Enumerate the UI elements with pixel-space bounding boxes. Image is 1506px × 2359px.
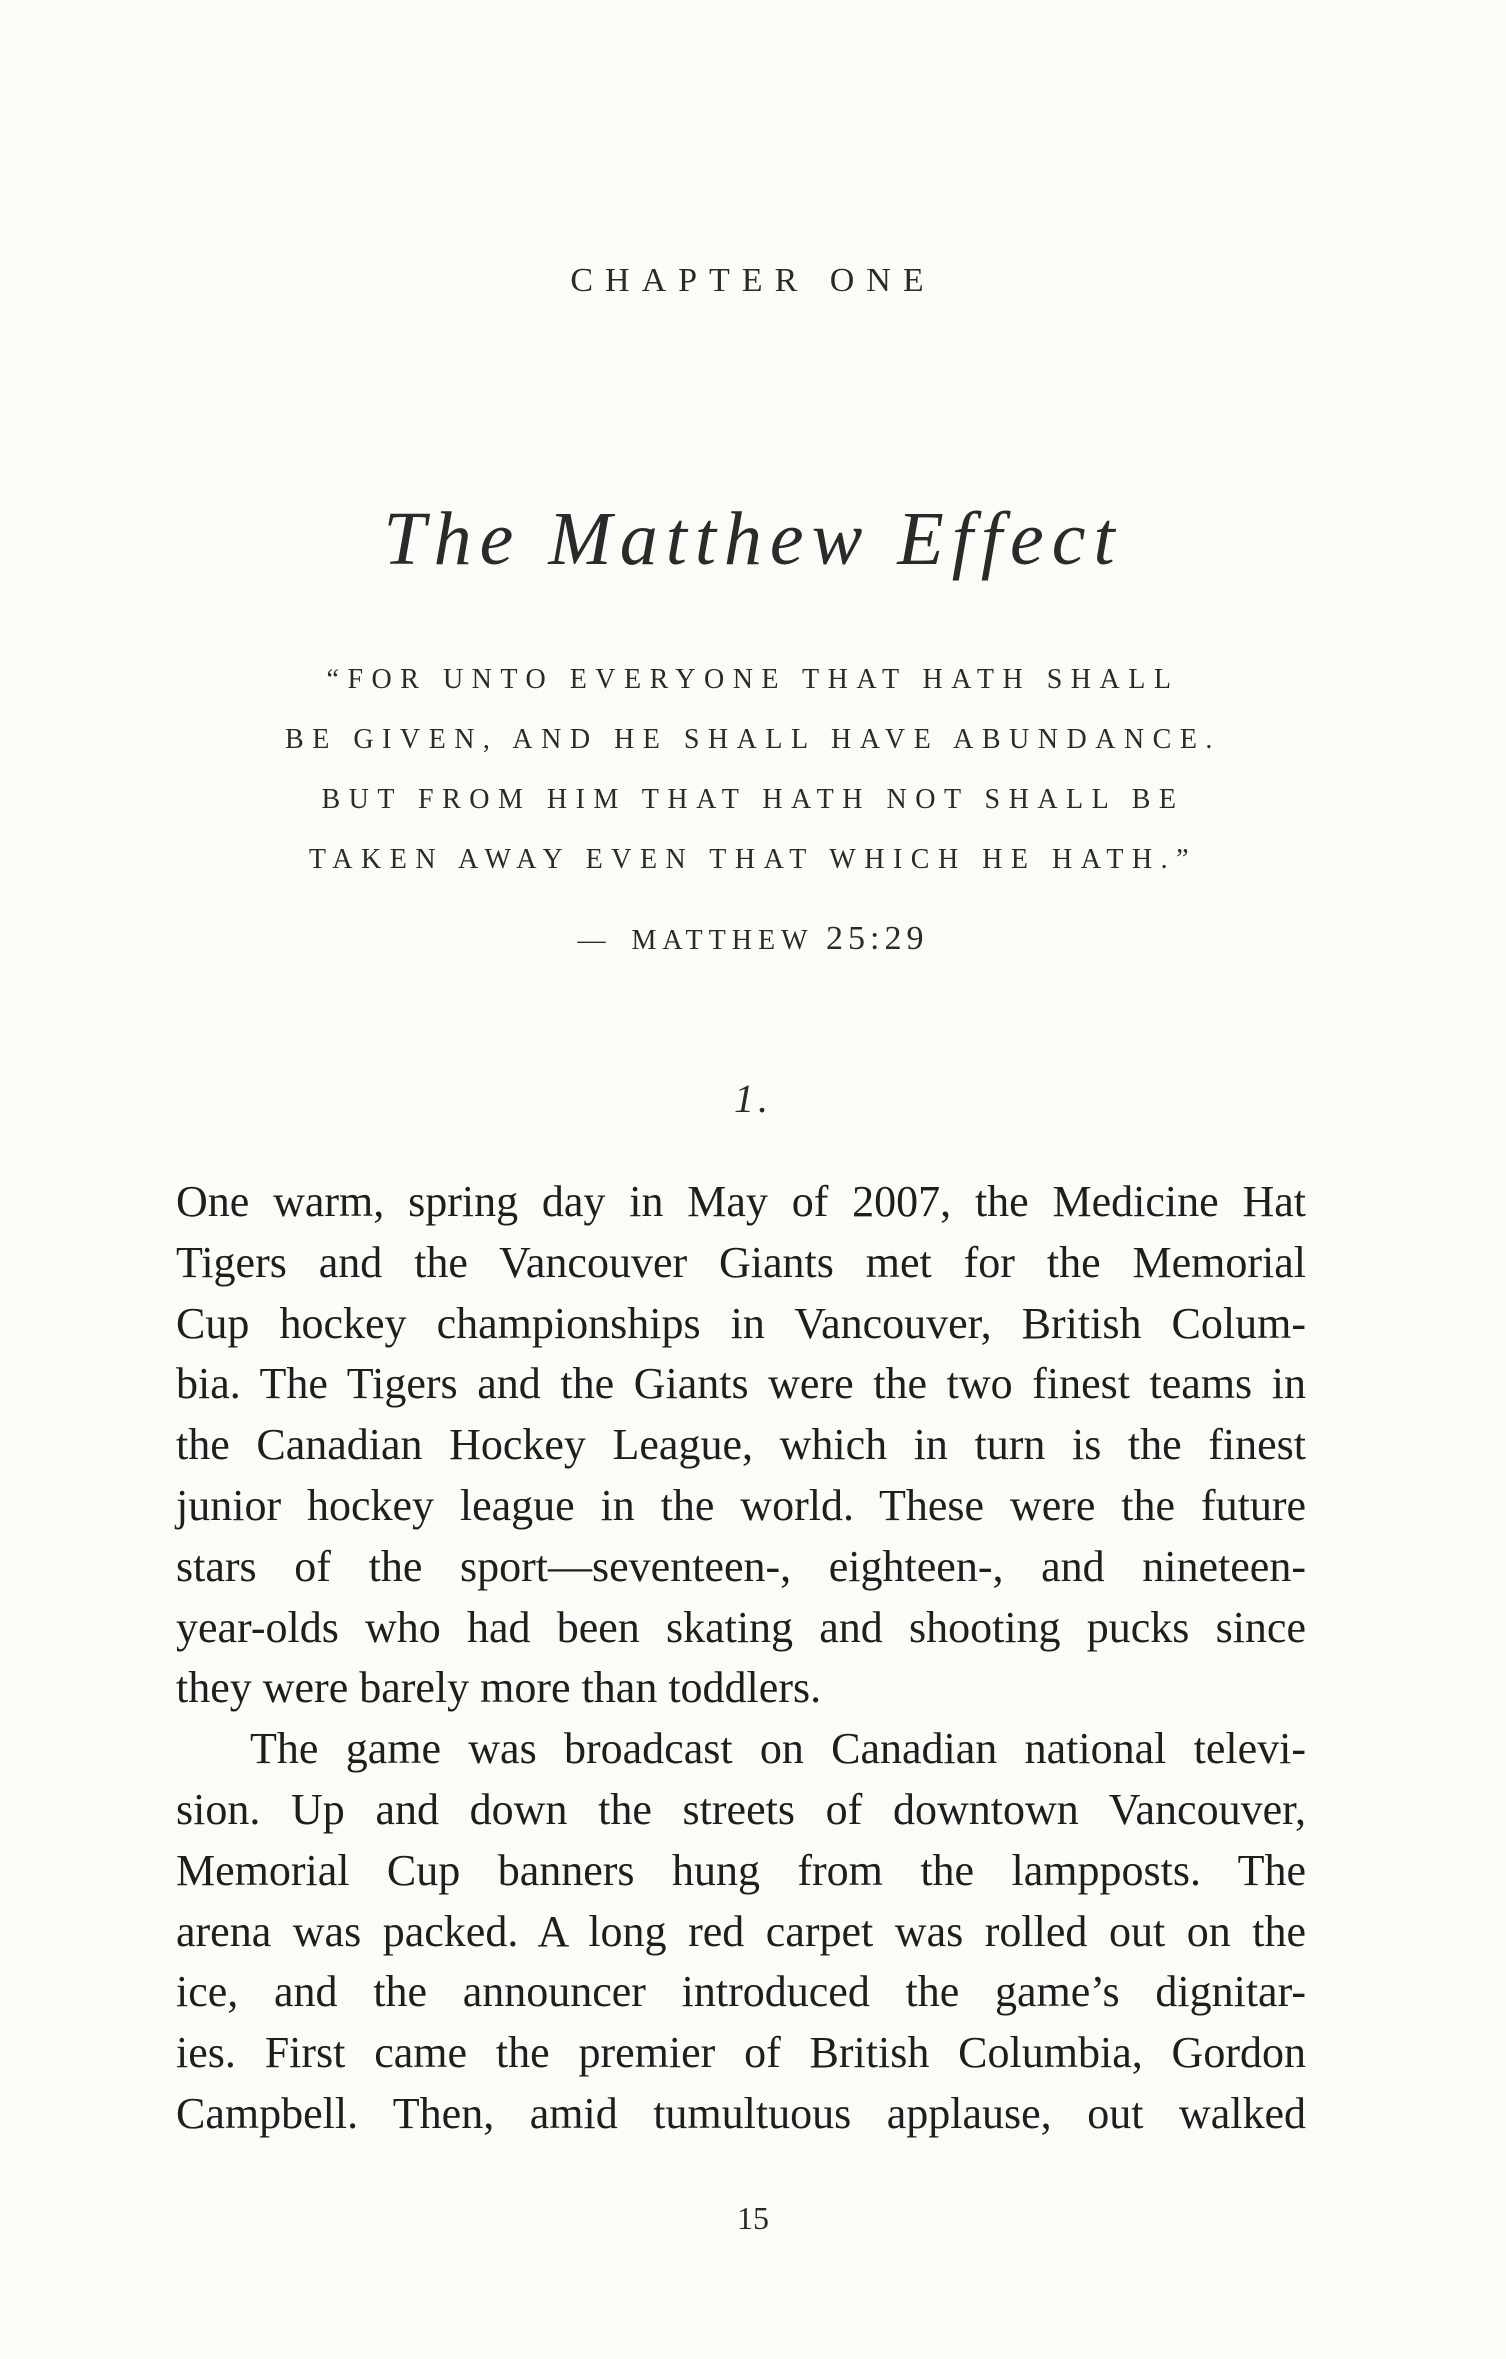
text-line: year-olds who had been skating and shooting pucks since [176, 1602, 1306, 1652]
paragraph-2 [176, 1719, 1306, 2145]
text-line: The game was broadcast on Canadian national televi- [250, 1724, 1306, 1774]
text-line: junior hockey league in the world. These were the future [176, 1480, 1306, 1530]
epigraph-line: BE GIVEN, AND HE SHALL HAVE ABUNDANCE. [285, 724, 1221, 755]
section-number: 1. [734, 1076, 772, 1121]
paragraph-1 [176, 1172, 1306, 1719]
text-line: Campbell. Then, amid tumultuous applause, out walked [176, 2088, 1306, 2138]
text-line: Memorial Cup banners hung from the lampposts. The [176, 1845, 1306, 1895]
body-text [176, 1172, 1306, 2145]
epigraph [0, 650, 1506, 890]
attribution-name: MATTHEW [631, 925, 813, 956]
attribution-reference: 25:29 [826, 920, 929, 957]
text-line: ies. First came the premier of British Columbia, Gordon [176, 2028, 1306, 2078]
text-line: Cup hockey championships in Vancouver, British Colum- [176, 1298, 1306, 1348]
text-line: One warm, spring day in May of 2007, the Medicine Hat [176, 1177, 1306, 1226]
page-number: 15 [737, 2200, 769, 2236]
chapter-label: CHAPTER ONE [570, 262, 936, 299]
text-line: stars of the sport—seventeen-, eighteen-, and nineteen- [176, 1541, 1306, 1591]
text-line: the Canadian Hockey League, which in turn is the finest [176, 1420, 1306, 1470]
text-line: they were barely more than toddlers. [176, 1663, 822, 1713]
epigraph-line: BUT FROM HIM THAT HATH NOT SHALL BE [321, 784, 1185, 815]
epigraph-attribution [0, 920, 1506, 958]
attribution-dash: — [577, 925, 612, 956]
epigraph-line: TAKEN AWAY EVEN THAT WHICH HE HATH.” [308, 844, 1198, 875]
text-line: bia. The Tigers and the Giants were the two finest teams in [176, 1359, 1306, 1409]
text-line: sion. Up and down the streets of downtown Vancouver, [176, 1784, 1306, 1834]
epigraph-line: “FOR UNTO EVERYONE THAT HATH SHALL [326, 664, 1180, 695]
text-line: ice, and the announcer introduced the game’s dignitar- [176, 1967, 1306, 2017]
text-line: arena was packed. A long red carpet was rolled out on the [176, 1906, 1306, 1956]
text-line: Tigers and the Vancouver Giants met for the Memorial [176, 1237, 1306, 1287]
chapter-title: The Matthew Effect [383, 497, 1123, 581]
